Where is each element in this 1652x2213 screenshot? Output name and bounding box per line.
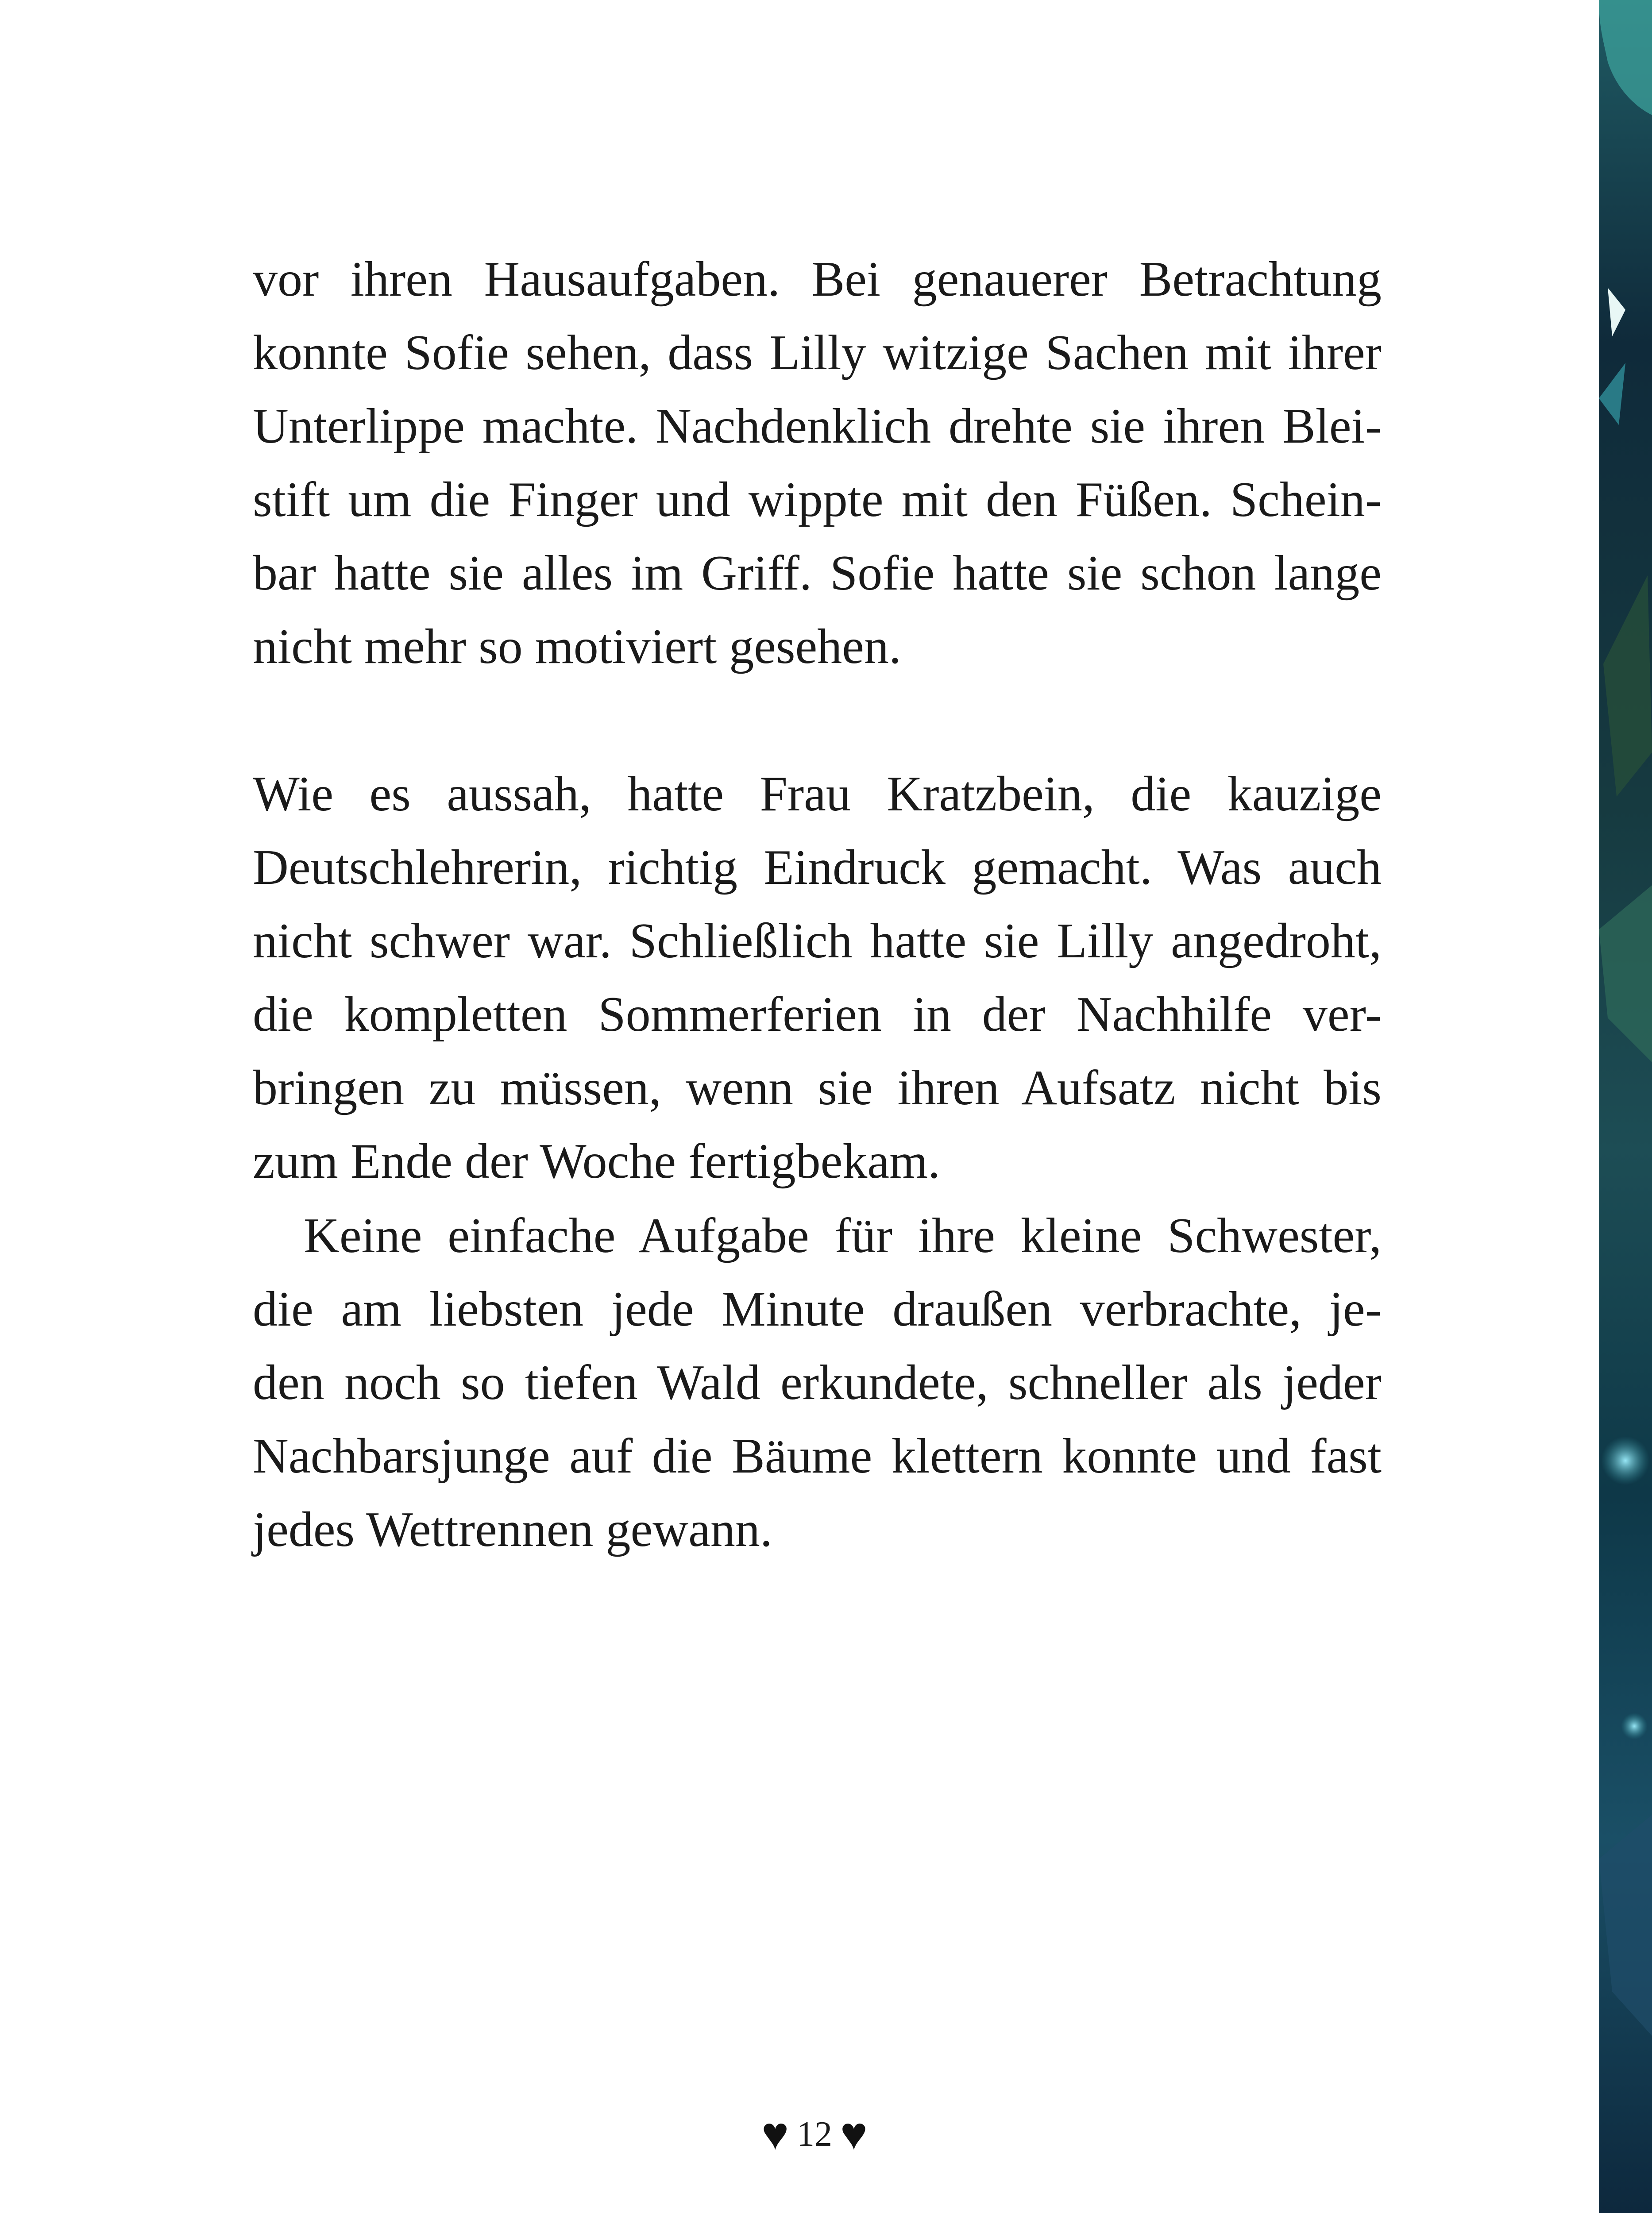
paragraph-2 [253,757,1382,1198]
heart-icon: ♥ [761,2109,789,2159]
text-line: Unterlippe machte. Nachdenklich drehte sie ihren Blei- [253,399,1382,454]
paragraph-3 [253,1199,1382,1566]
text-line: Wie es aussah, hatte Frau Kratzbein, die kauzige [253,767,1382,821]
text-line: den noch so tiefen Wald erkundete, schneller als jeder [253,1355,1382,1410]
text-line: vor ihren Hausaufgaben. Bei genauerer Betrachtung [253,252,1382,307]
text-line: jedes Wettrennen gewann. [253,1502,772,1557]
paragraph-1 [253,243,1382,683]
text-line: Nachbarsjunge auf die Bäume klettern konnte und fast [253,1429,1382,1484]
text-line: die kompletten Sommerferien in der Nachhilfe ver- [253,987,1382,1042]
forest-illustration-icon [1599,0,1652,2213]
text-line: nicht mehr so motiviert gesehen. [253,619,901,674]
text-line: konnte Sofie sehen, dass Lilly witzige Sachen mit ihrer [253,325,1382,380]
text-line: die am liebsten jede Minute draußen verbrachte, je- [253,1282,1382,1337]
text-line: zum Ende der Woche fertigbekam. [253,1134,941,1189]
heart-icon: ♥ [840,2109,868,2159]
page-number-footer [748,2103,881,2165]
text-line: nicht schwer war. Schließlich hatte sie Lilly angedroht, [253,914,1382,968]
text-line: bar hatte sie alles im Griff. Sofie hatte sie schon lange [253,546,1382,601]
text-line: Keine einfache Aufgabe für ihre kleine Schwester, [304,1208,1382,1263]
text-line: stift um die Finger und wippte mit den Füßen. Schein- [253,472,1382,527]
page-number: 12 [797,2115,832,2154]
text-line: Deutschlehrerin, richtig Eindruck gemacht. Was auch [253,840,1382,895]
text-line: bringen zu müssen, wenn sie ihren Aufsatz nicht bis [253,1060,1382,1115]
